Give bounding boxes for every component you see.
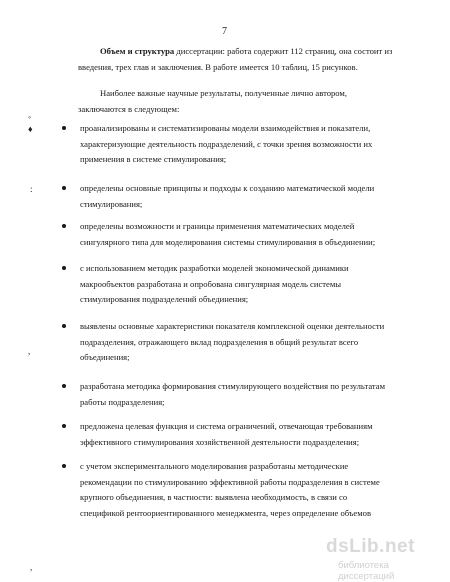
list-item-line: выявлены основные характеристики показателя комплексной оценки деятельности bbox=[80, 321, 385, 331]
list-item-line: характеризующие деятельность подразделений, с точки зрения возможности их bbox=[80, 138, 373, 149]
list-item-line: определены возможности и границы применения математических моделей bbox=[80, 221, 355, 231]
list-item-line: эффективного стимулирования хозяйственной деятельности подразделения; bbox=[80, 436, 360, 447]
results-intro-line1: Наиболее важные научные результаты, полученные лично автором, bbox=[100, 88, 348, 98]
bullet-icon bbox=[62, 324, 66, 328]
bullet-icon bbox=[62, 224, 66, 228]
list-item-line: с использованием методик разработки моделей экономической динамики bbox=[80, 263, 349, 273]
bullet-icon bbox=[62, 126, 66, 130]
bullet-icon bbox=[62, 384, 66, 388]
structure-line2: введения, трех глав и заключения. В работе имеется 10 таблиц, 15 рисунков. bbox=[78, 61, 358, 72]
list-item-line: с учетом экспериментального моделирования разработаны методические bbox=[80, 461, 349, 471]
page-number: 7 bbox=[222, 26, 227, 37]
watermark-logo: dsLib.net bbox=[326, 536, 415, 557]
results-intro-line2: заключаются в следующем: bbox=[78, 103, 180, 114]
list-item-line: работы подразделения; bbox=[80, 396, 165, 407]
list-item-line: спецификой рентоориентированного менеджмента, через определение объемов bbox=[80, 507, 372, 518]
list-item-line: объединения; bbox=[80, 352, 130, 362]
list-item-line: проанализированы и систематизированы модели взаимодействия и показатели, bbox=[80, 123, 371, 133]
list-item-line: предложена целевая функция и система ограничений, отвечающая требованиям bbox=[80, 421, 373, 431]
list-item-line: применения в системе стимулирования; bbox=[80, 154, 227, 164]
list-item-line: подразделения, отражающего вклад подразделения в общий результат всего bbox=[80, 336, 359, 347]
list-item-line: определены основные принципы и подходы к созданию математической модели bbox=[80, 183, 375, 193]
results-intro-paragraph bbox=[78, 86, 404, 117]
list-item-line: макрообъектов разработана и опробована сингулярная модель системы bbox=[80, 278, 342, 289]
bullet-icon bbox=[62, 424, 66, 428]
list-item-line: разработана методика формирования стимулирующего воздействия по результатам bbox=[80, 381, 386, 391]
list-item-line: стимулирования; bbox=[80, 198, 143, 209]
margin-mark: ◦ bbox=[28, 112, 32, 122]
margin-mark: , bbox=[30, 562, 33, 572]
list-item-line: стимулирования подразделений объединения; bbox=[80, 294, 249, 304]
structure-line1: диссертации: работа содержит 112 страниц, она состоит из bbox=[174, 46, 393, 56]
bullet-icon bbox=[62, 266, 66, 270]
list-item-line: сингулярного типа для моделирования системы стимулирования в объединении; bbox=[80, 236, 376, 247]
bullet-icon bbox=[62, 464, 66, 468]
structure-lead: Объем и структура bbox=[100, 46, 175, 56]
margin-mark: ♦ bbox=[28, 124, 33, 134]
margin-mark: , bbox=[28, 346, 31, 356]
list-item-line: рекомендации по стимулированию эффективной работы подразделения в системе bbox=[80, 476, 380, 487]
watermark-subtitle: библиотека диссертаций bbox=[338, 560, 395, 582]
list-item-line: крупного объединения, в частности: выявлена необходимость, в связи со bbox=[80, 492, 348, 502]
structure-paragraph bbox=[78, 44, 404, 75]
watermark bbox=[326, 536, 446, 582]
bullet-icon bbox=[62, 186, 66, 190]
margin-mark: : bbox=[30, 184, 33, 194]
